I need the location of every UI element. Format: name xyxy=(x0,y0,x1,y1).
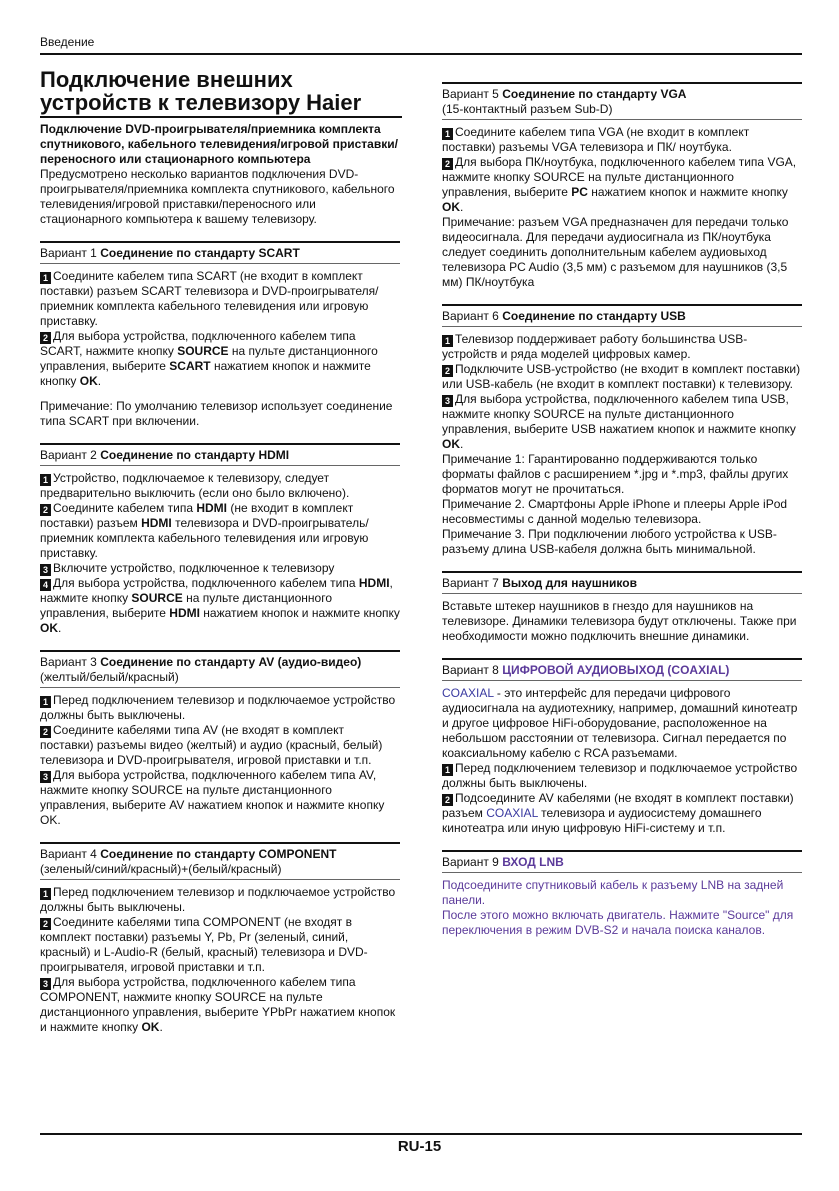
variant-8-title: ЦИФРОВОЙ АУДИОВЫХОД (COAXIAL) xyxy=(502,663,730,677)
v6-note-2: Примечание 2. Смартфоны Apple iPhone и плееры Apple iPod несовместимы с данной моделью телевизора. xyxy=(442,497,788,526)
v8-step-2: 2 Подсоедините AV кабелями (не входят в комплект поставки) разъем COAXIAL телевизора и аудиосистему домашнего кинотеатра или иную цифровую HiFi-систему и т.п. xyxy=(442,791,794,835)
title-rule xyxy=(40,116,402,118)
v3-step-3: 3 Для выбора устройства, подключенного кабелем типа AV, нажмите кнопку SOURCE на пульте дистанционного управления, выберите AV нажатием кнопок и нажмите кнопку OK. xyxy=(40,768,385,827)
step-1-icon: 1 xyxy=(442,764,453,776)
intro-text: Предусмотрено несколько вариантов подключения DVD-проигрывателя/приемника комплекта спутникового, кабельного телевидения/игровой приставки/переносного или стационарного компьютера к вашему телевизору. xyxy=(40,167,395,226)
step-2-icon: 2 xyxy=(442,158,453,170)
step-1-icon: 1 xyxy=(40,696,51,708)
v9-text-1: Подсоедините спутниковый кабель к разъему LNB на задней панели. xyxy=(442,878,784,907)
v6-step-2: 2 Подключите USB-устройство (не входит в комплект поставки) или USB-кабель (не входит в комплект поставки) к телевизору. xyxy=(442,362,801,391)
variant-3-header: Вариант 3 Соединение по стандарту AV (аудио-видео) (желтый/белый/красный) xyxy=(40,650,400,688)
step-1-icon: 1 xyxy=(40,888,51,900)
variant-5-subtitle: (15-контактный разъем Sub-D) xyxy=(442,102,613,116)
intro-subtitle: Подключение DVD-проигрывателя/приемника комплекта спутникового, кабельного телевидения/игровой приставки/переносного или стационарного компьютера xyxy=(40,122,398,166)
step-3-icon: 3 xyxy=(40,978,51,990)
step-4-icon: 4 xyxy=(40,579,51,591)
right-column xyxy=(442,82,802,938)
v2-step-4: 4 Для выбора устройства, подключенного кабелем типа HDMI, нажмите кнопку SOURCE на пульте дистанционного управления, выберите HDMI нажатием кнопок и нажмите кнопку OK. xyxy=(40,576,400,635)
step-3-icon: 3 xyxy=(40,564,51,576)
v2-step-3: 3 Включите устройство, подключенное к телевизору xyxy=(40,561,400,576)
v6-note-1: Примечание 1: Гарантированно поддерживаются только форматы файлов с расширением *.jpg и *.mp3, файлы других форматов могут не прочитаться. xyxy=(442,452,789,496)
variant-9-section xyxy=(442,850,802,938)
step-2-icon: 2 xyxy=(40,504,51,516)
variant-8-header: Вариант 8 ЦИФРОВОЙ АУДИОВЫХОД (COAXIAL) xyxy=(442,658,802,681)
variant-9-header: Вариант 9 ВХОД LNB xyxy=(442,850,802,873)
variant-4-section xyxy=(40,842,400,1035)
variant-1-section xyxy=(40,241,400,429)
step-1-icon: 1 xyxy=(442,335,453,347)
v1-note: Примечание: По умолчанию телевизор использует соединение типа SCART при включении. xyxy=(40,399,393,428)
step-1-icon: 1 xyxy=(40,474,51,486)
v1-step-1: 1 Соедините кабелем типа SCART (не входит в комплект поставки) разъем SCART телевизора и DVD-проигрывателя/приемник комплекта кабельного телевидения или игровую приставку. xyxy=(40,269,379,328)
v7-text: Вставьте штекер наушников в гнездо для наушников на телевизоре. Динамики телевизора будут отключены. Также при необходимости можно подключить внешние динамики. xyxy=(442,599,797,643)
v6-note-3: Примечание 3. При подключении любого устройства к USB-разъему длина USB-кабеля должна быть минимальной. xyxy=(442,527,777,556)
variant-9-title: ВХОД LNB xyxy=(502,855,564,869)
v9-text-2: После этого можно включать двигатель. Нажмите "Source" для переключения в режим DVB-S2 и начала поиска каналов. xyxy=(442,908,794,937)
variant-2-title: Соединение по стандарту HDMI xyxy=(100,448,290,462)
variant-3-subtitle: (желтый/белый/красный) xyxy=(40,670,179,684)
v8-intro: COAXIAL - это интерфейс для передачи цифрового аудиосигнала на аудиотехнику, например, домашний кинотеатр и другое цифровое HiFi-оборудование, расположенное на небольшом расстоянии от телевизора. Сигнал передается по коаксиальному кабелю с RCA разъемами. xyxy=(442,686,798,760)
variant-5-title: Соединение по стандарту VGA xyxy=(502,87,687,101)
v5-step-1: 1 Соедините кабелем типа VGA (не входит в комплект поставки) разъемы VGA телевизора и ПК/ ноутбука. xyxy=(442,125,750,154)
variant-6-section xyxy=(442,304,802,557)
header-rule xyxy=(40,53,802,55)
v4-step-2: 2 Соедините кабелями типа COMPONENT (не входят в комплект поставки) разъемы Y, Pb, Pr (зеленый, синий, красный) и L-Audio-R (белый, красный) телевизора и DVD-проигрывателя, игровой приставки и т.п. xyxy=(40,915,368,974)
v6-step-1: 1 Телевизор поддерживает работу большинства USB-устройств и ряда моделей цифровых камер. xyxy=(442,332,748,361)
step-3-icon: 3 xyxy=(442,395,453,407)
variant-5-section xyxy=(442,82,802,290)
variant-1-title: Соединение по стандарту SCART xyxy=(100,246,300,260)
variant-8-section xyxy=(442,658,802,836)
step-2-icon: 2 xyxy=(40,726,51,738)
step-2-icon: 2 xyxy=(442,365,453,377)
v2-step-1: 1 Устройство, подключаемое к телевизору, следует предварительно выключить (если оно было включено). xyxy=(40,471,350,500)
v8-step-1: 1 Перед подключением телевизор и подключаемое устройство должны быть выключены. xyxy=(442,761,798,790)
variant-1-header: Вариант 1 Соединение по стандарту SCART xyxy=(40,241,400,264)
v1-step-2: 2 Для выбора устройства, подключенного кабелем типа SCART, нажмите кнопку SOURCE на пульте дистанционного управления, выберите SCART нажатием кнопок и нажмите кнопку OK. xyxy=(40,329,378,388)
v5-step-2: 2 Для выбора ПК/ноутбука, подключенного кабелем типа VGA, нажмите кнопку SOURCE на пульте дистанционного управления, выберите PC нажатием кнопок и нажмите кнопку OK. xyxy=(442,155,797,214)
variant-7-section xyxy=(442,571,802,644)
footer-rule xyxy=(40,1133,802,1135)
variant-7-header: Вариант 7 Выход для наушников xyxy=(442,571,802,594)
left-column xyxy=(40,68,400,1035)
variant-4-subtitle: (зеленый/синий/красный)+(белый/красный) xyxy=(40,862,282,876)
variant-3-title: Соединение по стандарту AV (аудио-видео) xyxy=(100,655,362,669)
v5-note: Примечание: разъем VGA предназначен для передачи только видеосигнала. Для передачи аудиосигнала из ПК/ноутбука следует соединить дополнительным кабелем аудиовыход телевизора PC Audio (3,5 мм) с разъемом для наушников (3,5 мм) ПК/ноутбука xyxy=(442,215,789,289)
page-number: RU-15 xyxy=(397,1138,442,1155)
step-2-icon: 2 xyxy=(40,918,51,930)
variant-2-section xyxy=(40,443,400,636)
variant-5-header: Вариант 5 Соединение по стандарту VGA (15-контактный разъем Sub-D) xyxy=(442,82,802,120)
variant-4-header: Вариант 4 Соединение по стандарту COMPONENT (зеленый/синий/красный)+(белый/красный) xyxy=(40,842,400,880)
v3-step-1: 1 Перед подключением телевизор и подключаемое устройство должны быть выключены. xyxy=(40,693,396,722)
page-title: Подключение внешних устройств к телевизору Haier xyxy=(40,67,362,115)
running-header: Введение xyxy=(40,35,95,49)
step-3-icon: 3 xyxy=(40,771,51,783)
v6-step-3: 3 Для выбора устройства, подключенного кабелем типа USB, нажмите кнопку SOURCE на пульте дистанционного управления, выберите USB нажатием кнопок и нажмите кнопку OK. xyxy=(442,392,796,451)
step-2-icon: 2 xyxy=(442,794,453,806)
variant-7-title: Выход для наушников xyxy=(502,576,637,590)
step-2-icon: 2 xyxy=(40,332,51,344)
variant-6-header: Вариант 6 Соединение по стандарту USB xyxy=(442,304,802,327)
v4-step-1: 1 Перед подключением телевизор и подключаемое устройство должны быть выключены. xyxy=(40,885,396,914)
variant-3-section xyxy=(40,650,400,828)
variant-4-title: Соединение по стандарту COMPONENT xyxy=(100,847,337,861)
step-1-icon: 1 xyxy=(442,128,453,140)
variant-6-title: Соединение по стандарту USB xyxy=(502,309,686,323)
v2-step-2: 2 Соедините кабелем типа HDMI (не входит в комплект поставки) разъем HDMI телевизора и DVD-проигрыватель/приемник комплекта кабельного телевидения или игровую приставку. xyxy=(40,501,369,560)
step-1-icon: 1 xyxy=(40,272,51,284)
v3-step-2: 2 Соедините кабелями типа AV (не входят в комплект поставки) разъемы видео (желтый) и аудио (красный, белый) телевизора и DVD-проигрывателя, игровой приставки и т.п. xyxy=(40,723,383,767)
variant-2-header: Вариант 2 Соединение по стандарту HDMI xyxy=(40,443,400,466)
v4-step-3: 3 Для выбора устройства, подключенного кабелем типа COMPONENT, нажмите кнопку SOURCE на пульте дистанционного управления, выберите YPbPr нажатием кнопок и нажмите кнопку OK. xyxy=(40,975,396,1034)
